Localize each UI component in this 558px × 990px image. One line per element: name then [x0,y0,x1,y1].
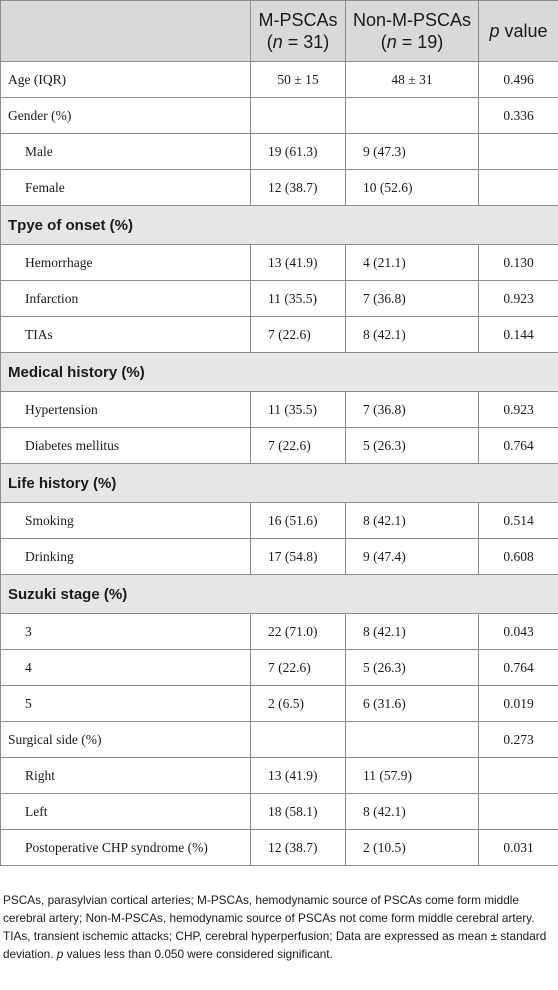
non-m-pscas-cell: 7 (36.8) [346,281,479,317]
m-pscas-cell [251,98,346,134]
row-label: Postoperative CHP syndrome (%) [1,830,251,866]
header-non-m-pscas-n: (n = 19) [380,32,444,52]
table-row-stage-5 [1,686,558,722]
table-row-hemorrhage [1,245,558,281]
table-row-left [1,794,558,830]
m-pscas-cell: 12 (38.7) [251,170,346,206]
table-row-tias [1,317,558,353]
table-header-row [1,1,558,62]
row-label: Male [1,134,251,170]
table-row-stage-3 [1,614,558,650]
table-row-diabetes [1,428,558,464]
section-row-suzuki-stage [1,575,558,614]
row-label: Female [1,170,251,206]
row-label: 3 [1,614,251,650]
p-value-cell [479,170,558,206]
header-p-symbol: p [489,21,500,41]
p-value-cell: 0.514 [479,503,558,539]
row-label: Hemorrhage [1,245,251,281]
section-heading: Suzuki stage (%) [1,575,558,614]
table-row-smoking [1,503,558,539]
header-p-rest: value [499,21,548,41]
header-m-pscas [251,1,346,62]
non-m-pscas-cell: 4 (21.1) [346,245,479,281]
p-value-cell: 0.273 [479,722,558,758]
table-row-age [1,62,558,98]
table-row-infarction [1,281,558,317]
non-m-pscas-cell: 7 (36.8) [346,392,479,428]
m-pscas-cell: 7 (22.6) [251,428,346,464]
p-value-cell: 0.019 [479,686,558,722]
p-value-cell: 0.923 [479,392,558,428]
table-row-right [1,758,558,794]
p-value-cell: 0.764 [479,428,558,464]
table-row-chp-syndrome [1,830,558,866]
p-value-cell: 0.043 [479,614,558,650]
non-m-pscas-cell: 8 (42.1) [346,614,479,650]
table-row-male [1,134,558,170]
row-label: TIAs [1,317,251,353]
row-label: Left [1,794,251,830]
m-pscas-cell: 7 (22.6) [251,317,346,353]
non-m-pscas-cell: 8 (42.1) [346,317,479,353]
non-m-pscas-cell: 11 (57.9) [346,758,479,794]
row-label: Diabetes mellitus [1,428,251,464]
non-m-pscas-cell: 9 (47.3) [346,134,479,170]
header-m-pscas-n: (n = 31) [266,32,330,52]
m-pscas-cell: 19 (61.3) [251,134,346,170]
header-non-m-pscas-title: Non-M-PSCAs [352,10,472,30]
section-row-onset [1,206,558,245]
m-pscas-cell: 11 (35.5) [251,281,346,317]
non-m-pscas-cell [346,98,479,134]
m-pscas-cell: 16 (51.6) [251,503,346,539]
header-non-m-pscas [346,1,479,62]
row-label: Surgical side (%) [1,722,251,758]
p-value-cell: 0.031 [479,830,558,866]
header-non-m-pscas-n-value: = 19) [396,32,444,52]
row-label: Drinking [1,539,251,575]
p-value-cell [479,794,558,830]
p-value-cell [479,134,558,170]
row-label: 4 [1,650,251,686]
p-value-cell [479,758,558,794]
table-row-female [1,170,558,206]
section-row-medical-history [1,353,558,392]
header-non-m-pscas-n-symbol: n [386,32,397,52]
table-row-gender [1,98,558,134]
m-pscas-cell: 7 (22.6) [251,650,346,686]
row-label: Infarction [1,281,251,317]
m-pscas-cell: 11 (35.5) [251,392,346,428]
non-m-pscas-cell: 8 (42.1) [346,794,479,830]
header-m-pscas-n-symbol: n [272,32,283,52]
table-footnote [3,891,555,963]
m-pscas-cell: 18 (58.1) [251,794,346,830]
row-label: 5 [1,686,251,722]
p-value-cell: 0.144 [479,317,558,353]
m-pscas-cell: 50 ± 15 [251,62,346,98]
footnote-significance: values less than 0.050 were considered significant. [63,947,333,961]
non-m-pscas-cell: 9 (47.4) [346,539,479,575]
row-label: Hypertension [1,392,251,428]
footnote-text: PSCAs, parasylvian cortical arteries; M-PSCAs, hemodynamic source of PSCAs come form middle cerebral artery; Non-M-PSCAs, hemodynamic source of PSCAs not come form middle cerebral artery. TIAs, transient ischemic attacks; CHP, cerebral hyperperfusion; Data are expressed as mean ± standard deviation. [3,893,547,961]
section-heading: Medical history (%) [1,353,558,392]
p-value-cell: 0.130 [479,245,558,281]
header-empty-cell [1,1,251,62]
header-p-value [479,1,558,62]
m-pscas-cell: 12 (38.7) [251,830,346,866]
p-value-cell: 0.496 [479,62,558,98]
non-m-pscas-cell: 5 (26.3) [346,428,479,464]
p-value-cell: 0.336 [479,98,558,134]
p-value-cell: 0.764 [479,650,558,686]
header-m-pscas-n-value: = 31) [282,32,330,52]
header-m-pscas-title: M-PSCAs [258,10,338,30]
non-m-pscas-cell: 10 (52.6) [346,170,479,206]
row-label: Age (IQR) [1,62,251,98]
section-heading: Tpye of onset (%) [1,206,558,245]
footnote-p-symbol: p [56,947,64,961]
non-m-pscas-cell: 6 (31.6) [346,686,479,722]
row-label: Right [1,758,251,794]
p-value-cell: 0.923 [479,281,558,317]
non-m-pscas-cell: 2 (10.5) [346,830,479,866]
row-label: Smoking [1,503,251,539]
section-heading: Life history (%) [1,464,558,503]
non-m-pscas-cell [346,722,479,758]
m-pscas-cell: 17 (54.8) [251,539,346,575]
table-row-drinking [1,539,558,575]
non-m-pscas-cell: 48 ± 31 [346,62,479,98]
m-pscas-cell: 13 (41.9) [251,245,346,281]
m-pscas-cell: 22 (71.0) [251,614,346,650]
non-m-pscas-cell: 5 (26.3) [346,650,479,686]
row-label: Gender (%) [1,98,251,134]
table-row-stage-4 [1,650,558,686]
table-row-surgical-side [1,722,558,758]
m-pscas-cell: 2 (6.5) [251,686,346,722]
m-pscas-cell: 13 (41.9) [251,758,346,794]
m-pscas-cell [251,722,346,758]
p-value-cell: 0.608 [479,539,558,575]
section-row-life-history [1,464,558,503]
non-m-pscas-cell: 8 (42.1) [346,503,479,539]
table-row-hypertension [1,392,558,428]
